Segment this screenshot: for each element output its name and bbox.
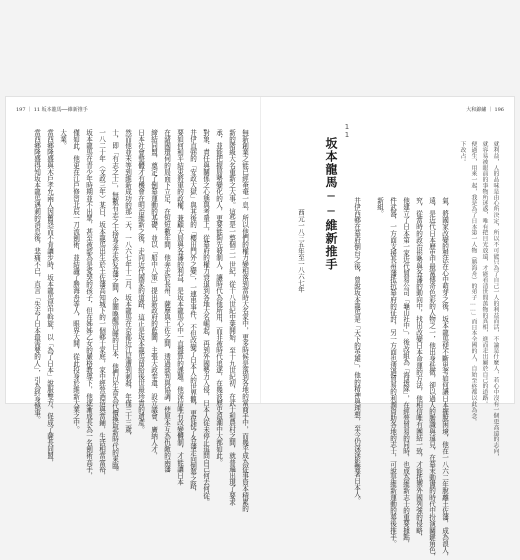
epigraph-column: 就利益，人的品味是由心所決定，所以不可能只為了自己一人的利益而活，不論是什麼人，若心中沒有一個更高遠的志向， xyxy=(491,141,498,460)
right-page xyxy=(261,97,514,560)
chapter-number: 11 xyxy=(343,123,351,139)
body-column: 僅如此，他更在江戶修習北辰一刀流劍術，並結識了勝海舟等人，眼界大開，從此投身於維新大業之中。 xyxy=(71,129,80,433)
body-column: 井伊西鄉在幕府倒台之後，曾說坂本龍馬是「天下的英雄」，他的精神與理想，至今仍深深影響著日本人。 xyxy=(352,197,361,504)
epigraph-column: 便過生，用來一起，我是為了日本第一人物（勝海舟）的弟子……」而日本全國的人，自始至終都以此為念。 xyxy=(469,141,476,425)
body-column: 井伊直弼的「安政大獄」與其後的「櫻田門外之變」，一連串事件，不但改變了日本人的世界觀，更促使了各藩走向倒幕之路， xyxy=(188,129,197,496)
epigraph-column: 下改占。 xyxy=(458,141,465,165)
body-column: 他建立了日本第一家近代貿易公司「龜山社中」，後改組為「海援隊」，在經營貿易的同時，也成為維新志士的重要據點， xyxy=(401,197,410,547)
body-column: 締結同盟，奠定了倒幕運動的基礎，並以「船中八策」提出新政府的藍圖，主張大政奉還、設立議會、廣納人才， xyxy=(149,129,158,459)
body-column: 然而他並未等到維新成功的那一天，一八六七年十二月，坂本龍馬在京都近江屋遭到刺殺，年僅三十三歲， xyxy=(123,129,132,440)
body-column: 新的階級大名重新之大事。這些是一整個二一世紀，從十八世紀中葉開始，至十九世紀初，在武士和農村之間，就普遍出現了要求 xyxy=(227,129,236,506)
book-spread xyxy=(6,97,514,560)
chapter-title: 坂本龍馬──維新推手 xyxy=(324,137,338,271)
body-column: 當西鄉隆盛得知坂本龍馬遇刺的消息後，悲痛不已，直言「失去了日本最需要的人」，引為終身憾事。 xyxy=(32,129,41,423)
body-column: 士，即「有志之士」，無數有志之士捨身奔走於各藩之間，企圖喚醒沉睡的日本，他們以生命為代價換取新時代的來臨。 xyxy=(110,129,119,476)
body-column: 一八二十年（文政三年）某日，坂本龍馬出生於土佐藩高知城下的一個鄉士家庭，家中經營酒造與當鋪，生活相當富裕， xyxy=(97,129,106,479)
right-running-head: 大和錦繡 ｜ 196 xyxy=(466,107,504,113)
body-column: 要如何和平結束將軍的政權，兼顧大局與各藩的利益，是坂本龍馬心中一直盤算的課題。他深信唯有改變體制，才能讓日本 xyxy=(175,129,184,486)
body-column: 對象、責任與關係之心態與考量上，從幕府的權力衰退到各地大名崛起，再到外國勢力入侵，日本人從未停止追問自己何去何從。 xyxy=(201,129,210,506)
body-column: 承，並能把握局勢變化的人，更要能夠先發制人，讓時代為他所用，而非被時代追逐，在幾波歷史浪潮中大都如此。 xyxy=(214,129,223,466)
body-column: 大業。 xyxy=(58,129,67,149)
body-column: 當西鄉隆盛與木戶孝允兩人因舊怨而不肯讓步時，坂本龍馬居中斡旋，以「為了日本」說服雙方，促成了薩長同盟， xyxy=(45,129,54,466)
body-column: 件武器，一方面支援長州藩抵抗幕府的征討，另一方面也透過貿易的利潤資助各地的志士，可說是維新運動的幕後推手。 xyxy=(388,197,397,547)
body-column: 坂本龍馬在青少年時期並不出眾，甚至被認為是愛哭的孩子，但在姊姊乙女的嚴格教導下，他逐漸成長為一名劍術高手， xyxy=(84,129,93,479)
body-column: 日本社會整體才有機會在明治維新之後，走向近代國家的道路，這正是坂本龍馬留給後世最珍貴的遺產。 xyxy=(136,129,145,433)
body-column: 新組。 xyxy=(375,197,384,217)
epigraph-column: 就容易被眼前的事物所迷惑，唯有把目光放遠，才能看清世間萬物的真相，進而走出屬於自己的道路。 xyxy=(480,141,487,407)
body-column: 氣，將國家改變的想法在心中萌芽之後，坂本龍馬便不斷思考如何讓日本擺脫困境，他在一八六二年脫離土佐藩，成為浪人， xyxy=(440,197,449,560)
body-column: 無新創業之能已經奄奄一息，所以他們的權力變相落到當時大名家中，更多時候是落到各地的富商手中，而幾乎成為從事資本積累的 xyxy=(240,129,249,512)
left-page xyxy=(6,97,260,512)
body-column: 在諸國環伺的局面下立足，在短短數年間，他奔走於長州、薩摩與土佐之間，透過談判與協調，使原本互為仇敵的兩藩 xyxy=(162,129,171,473)
chapter-dates: 西元一八三五年至一八六七年 xyxy=(297,209,305,293)
body-column: 究，從當時的政治形勢與各藩的動向中，找出改變日本命運的方法，他相信唯有團結一致，才能抵禦外國列強的侵略， xyxy=(414,197,423,541)
body-column: 遠，是近代日本歷史中最富傳奇色彩的人物之一，他出身低微，卻以過人的膽識與遠見，在幕末動盪的時代中扮演關鍵角色， xyxy=(427,197,436,560)
left-running-head: 197 ｜ 11 坂本龍馬──維新推手 xyxy=(16,107,88,113)
